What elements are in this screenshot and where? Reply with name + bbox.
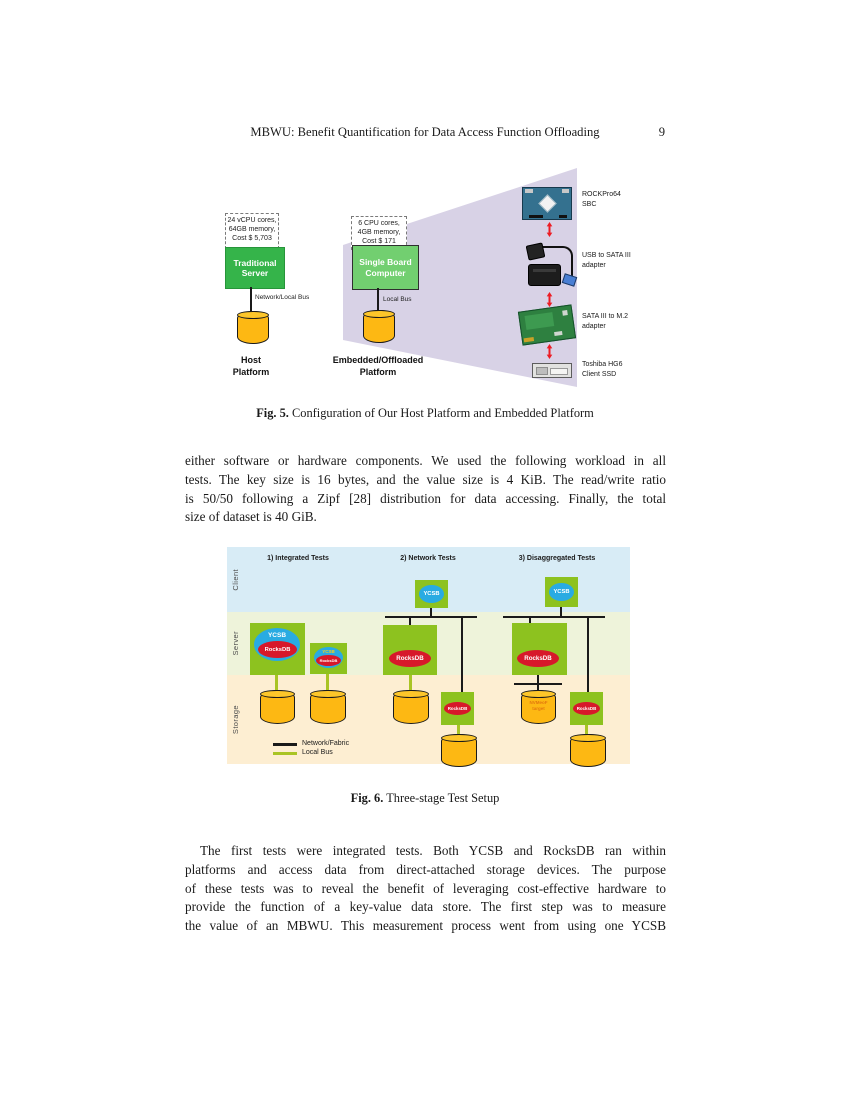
rocksdb-oval: RocksDB	[258, 641, 297, 658]
network-rocksdb-server-box	[383, 625, 437, 675]
embedded-bus-label: Local Bus	[383, 296, 412, 303]
local-bus-line	[409, 675, 412, 690]
ycsb-oval: YCSB	[419, 585, 444, 603]
caption-text: Three-stage Test Setup	[386, 791, 500, 805]
local-bus-line	[457, 725, 460, 734]
spec-line: 24 vCPU cores,	[227, 217, 277, 224]
figure5-caption	[185, 406, 665, 421]
row-label-server: Server	[231, 631, 240, 656]
running-head	[185, 125, 665, 141]
storage-cylinder	[260, 690, 295, 724]
heatsink-detail	[538, 194, 556, 212]
rocksdb-oval: RocksDB	[389, 650, 431, 667]
text-line: of these tests was to reveal the benefit of leveraging cost-effective hardware to	[185, 880, 666, 896]
rocksdb-oval: RocksDB	[573, 702, 600, 715]
host-bus-label: Network/Local Bus	[255, 294, 310, 301]
caption-text: Configuration of Our Host Platform and Embedded Platform	[292, 406, 594, 420]
storage-cylinder	[393, 690, 429, 724]
network-line	[560, 607, 562, 616]
hardware-label: SATA III to M.2 adapter	[582, 313, 629, 330]
local-bus-line	[585, 725, 588, 734]
network-fabric-swatch	[273, 743, 297, 746]
column-title-integrated: 1) Integrated Tests	[267, 555, 329, 562]
network-ycsb-client-box	[415, 580, 448, 608]
ycsb-oval: YCSB RocksDB	[314, 647, 343, 668]
integrated-host-box	[250, 623, 305, 675]
storage-cylinder	[570, 734, 606, 767]
text-line: tests. The key size is 16 bytes, and the value size is 4 KiB. The read/write ratio	[185, 471, 666, 487]
network-line	[409, 618, 411, 625]
page-number: 9	[658, 125, 665, 139]
ycsb-oval: YCSB RocksDB	[254, 628, 300, 661]
nvmeof-target-cylinder	[521, 690, 556, 724]
spec-line: 4GB memory,	[357, 229, 401, 236]
rocksdb-oval: RocksDB	[444, 702, 471, 715]
spec-line: Cost $ 5,703	[232, 235, 272, 242]
text-line: platforms and access data from direct-attached storage devices. The purpose	[185, 861, 666, 877]
hardware-label: Toshiba HG6 Client SSD	[582, 361, 623, 378]
figure6-test-setup-diagram	[227, 547, 630, 764]
rocksdb-oval: RocksDB	[517, 650, 559, 667]
figure6-caption	[185, 791, 665, 806]
spec-line: Cost $ 171	[362, 238, 396, 245]
embedded-bus-line	[377, 288, 379, 311]
integrated-embedded-box	[310, 643, 347, 674]
rockpro64-board-photo	[522, 187, 572, 220]
red-double-arrow-icon	[545, 344, 554, 359]
figure5-platform-diagram	[215, 168, 665, 400]
network-fabric-line	[514, 683, 562, 685]
red-double-arrow-icon	[545, 292, 554, 307]
host-bus-line	[250, 287, 252, 312]
toshiba-ssd-photo	[532, 363, 572, 378]
disagg-ycsb-client-box	[545, 577, 578, 607]
network-embedded-rocksdb-box	[441, 692, 474, 725]
legend-item-label: Local Bus	[302, 749, 333, 756]
host-platform-label: Host Platform	[232, 355, 270, 377]
disagg-rocksdb-server-box	[512, 623, 567, 675]
running-head-title: MBWU: Benefit Quantification for Data Access Function Offloading	[250, 125, 600, 139]
hardware-label: ROCKPro64 SBC	[582, 191, 621, 208]
network-line	[503, 616, 605, 618]
text-line: The first tests were integrated tests. Both YCSB and RocksDB ran within	[200, 843, 666, 858]
local-bus-line	[326, 674, 329, 690]
disagg-embedded-rocksdb-box	[570, 692, 603, 725]
spec-line: 64GB memory,	[228, 226, 276, 233]
row-label-client: Client	[231, 568, 240, 591]
row-label-storage: Storage	[231, 704, 240, 735]
column-title-disaggregated: 3) Disaggregated Tests	[518, 555, 596, 562]
red-double-arrow-icon	[545, 222, 554, 237]
usb-plug-detail	[562, 273, 577, 287]
storage-cylinder	[310, 690, 346, 724]
caption-label: Fig. 6.	[350, 791, 384, 805]
nvmeof-cylinder-label: NVMeoF target	[529, 700, 548, 711]
column-title-network: 2) Network Tests	[400, 555, 456, 562]
host-storage-cylinder	[237, 311, 269, 344]
single-board-computer-box: Single Board Computer	[352, 245, 419, 290]
body-paragraph-2	[185, 842, 666, 936]
legend-item-label: Network/Fabric	[302, 740, 350, 747]
ycsb-oval: YCSB	[549, 583, 574, 601]
network-line	[461, 618, 463, 692]
local-bus-line	[275, 675, 278, 690]
storage-cylinder	[441, 734, 477, 767]
rocksdb-oval: RocksDB	[316, 655, 341, 666]
caption-label: Fig. 5.	[256, 406, 289, 420]
embedded-platform-label: Embedded/Offloaded Platform	[332, 355, 424, 377]
spec-line: 6 CPU cores,	[358, 220, 400, 227]
usb-to-sata-adapter-photo	[525, 243, 575, 289]
text-line: either software or hardware components. We used the following workload in all	[185, 453, 666, 468]
traditional-server-box: Traditional Server	[225, 247, 285, 289]
network-line	[430, 608, 432, 616]
gold-connector-detail	[524, 337, 534, 342]
network-line	[587, 618, 589, 692]
text-line: is 50/50 following a Zipf [28] distribution for data accessing. Finally, the total	[185, 490, 666, 506]
local-bus-swatch	[273, 752, 297, 755]
embedded-storage-cylinder	[363, 310, 395, 343]
host-spec-box	[225, 213, 279, 249]
body-paragraph-1	[185, 452, 666, 527]
text-line: the value of an MBWU. This measurement process went from using one YCSB	[185, 918, 666, 934]
text-line: size of dataset is 40 GiB.	[185, 509, 317, 525]
hardware-label: USB to SATA III adapter	[582, 252, 631, 269]
network-line	[385, 616, 477, 618]
text-line: provide the function of a key-value data store. The first step was to measure	[185, 899, 666, 915]
